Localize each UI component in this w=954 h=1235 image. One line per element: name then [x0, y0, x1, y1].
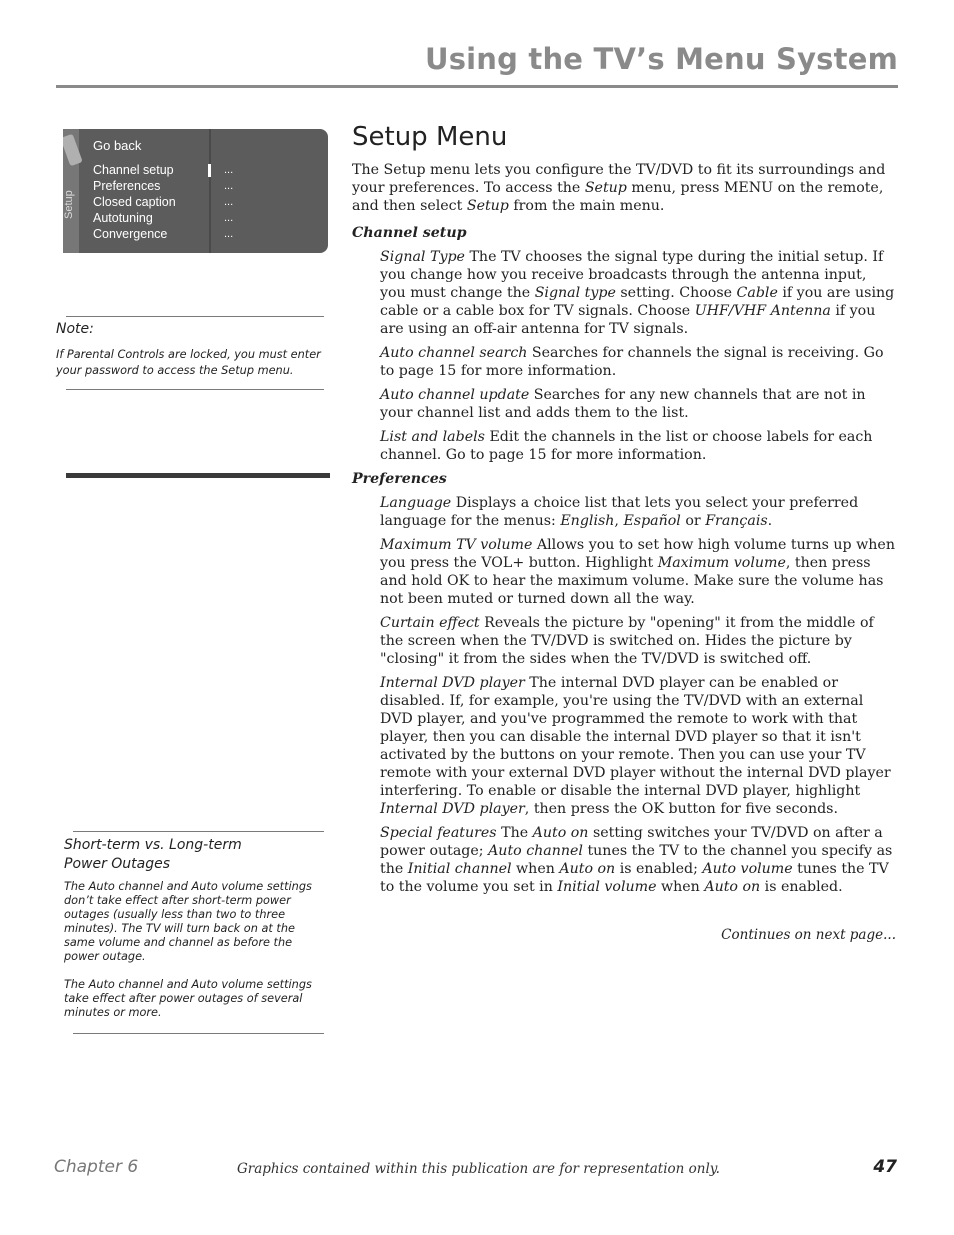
menu-item-dots: ...: [224, 212, 234, 224]
sidebar-paragraph-2: The Auto channel and Auto volume settings take effect after power outages of several minutes or more.: [64, 978, 312, 1019]
section-title: Setup Menu: [352, 122, 508, 152]
menu-item-label: Preferences: [93, 179, 161, 193]
language-entry: Language Displays a choice list that lets you select your preferred language for the menus: English, Español or Français.: [380, 495, 859, 529]
preferences-heading: Preferences: [352, 471, 447, 487]
setup-menu-graphic: [63, 129, 328, 253]
menu-item-autotuning: [93, 210, 325, 226]
sidebar-top-rule: [73, 831, 324, 832]
menu-side-label: Setup: [63, 190, 75, 219]
channel-setup-heading: Channel setup: [352, 225, 467, 241]
note-text: If Parental Controls are locked, you must enter your password to access the Setup menu.: [56, 348, 321, 377]
menu-item-label: Closed caption: [93, 195, 176, 209]
entry-term: Special features: [380, 825, 497, 841]
list-and-labels-entry: List and labels Edit the channels in the list or choose labels for each channel. Go to page 15 for more information.: [380, 429, 873, 463]
menu-item-dots: ...: [224, 196, 234, 208]
special-features-entry: Special features The Auto on setting switches your TV/DVD on after a power outage; Auto channel tunes the TV to the channel you specify as the Initial channel when Auto on is enabled; Auto volume tunes the TV to the volume you set in Initial volume when Auto on is enabled.: [380, 825, 893, 895]
sidebar-bottom-rule: [73, 1033, 324, 1034]
menu-item-convergence: [93, 226, 325, 242]
note-bottom-rule: [66, 389, 324, 390]
continues-note: Continues on next page...: [721, 927, 896, 943]
sidebar-heading-line2: Power Outages: [64, 856, 171, 872]
page-number: 47: [873, 1157, 897, 1177]
entry-term: Signal Type: [380, 249, 465, 265]
sidebar-paragraph-1: The Auto channel and Auto volume settings don’t take effect after short-term power outages (usually less than two to three minutes). The TV will turn back on at the same volume and channel as before the power outage.: [64, 880, 312, 963]
menu-item-label: Channel setup: [93, 163, 174, 177]
menu-item-label: Convergence: [93, 227, 168, 241]
auto-channel-search-entry: Auto channel search Searches for channels the signal is receiving. Go to page 15 for more information.: [380, 345, 884, 379]
entry-term: Auto channel search: [380, 345, 528, 361]
entry-term: Maximum TV volume: [380, 537, 533, 553]
menu-item-channel-setup: [93, 162, 325, 178]
menu-item-dots: ...: [224, 228, 234, 240]
sidebar-heading: [64, 836, 242, 874]
page-header-title: Using the TV’s Menu System: [424, 42, 898, 76]
entry-term: Internal DVD player: [380, 675, 525, 691]
menu-item-closed-caption: [93, 194, 325, 210]
menu-item-dots: ...: [224, 180, 234, 192]
maximum-tv-volume-entry: Maximum TV volume Allows you to set how high volume turns up when you press the VOL+ button. Highlight Maximum volume, then press and hold OK to hear the maximum volume. Make sure the volume has not been muted or turned down all the way.: [380, 537, 895, 607]
signal-type-entry: Signal Type The TV chooses the signal type during the initial setup. If you change how you receive broadcasts through the antenna input, you must change the Signal type setting. Choose Cable if you are using cable or a cable box for TV signals. Choose UHF/VHF Antenna if you are using an off-air antenna for TV signals.: [380, 249, 895, 337]
note-top-rule: [66, 316, 324, 317]
entry-term: Language: [380, 495, 452, 511]
internal-dvd-player-entry: Internal DVD player The internal DVD player can be enabled or disabled. If, for example, you're using the TV/DVD with an external DVD player, and you've programmed the remote to work with that player, then you can disable the internal DVD player so that it isn't activated by the buttons on your remote. Then you can use your TV remote with your external DVD player without the internal DVD player interfering. To enable or disable the internal DVD player, highlight Internal DVD player, then press the OK button for five seconds.: [380, 675, 891, 817]
main-body: [352, 161, 896, 950]
curtain-effect-entry: Curtain effect Reveals the picture by "opening" it from the middle of the screen when the TV/DVD is switched on. Hides the picture by "closing" it from the sides when the TV/DVD is switched off.: [380, 615, 874, 667]
sidebar-heading-line1: Short-term vs. Long-term: [64, 837, 242, 853]
intro-paragraph: The Setup menu lets you configure the TV/DVD to fit its surroundings and your preferences. To access the Setup menu, press MENU on the remote, and then select Setup from the main menu.: [352, 162, 886, 214]
menu-item-preferences: [93, 178, 325, 194]
entry-term: Auto channel update: [380, 387, 530, 403]
footer-chapter: Chapter 6: [54, 1157, 139, 1177]
entry-term: Curtain effect: [380, 615, 480, 631]
entry-term: List and labels: [380, 429, 485, 445]
header-rule: [56, 85, 898, 88]
note-heading: Note:: [56, 321, 94, 337]
menu-item-dots: ...: [224, 164, 234, 176]
auto-channel-update-entry: Auto channel update Searches for any new channels that are not in your channel list and adds them to the list.: [380, 387, 866, 421]
sidebar-divider-bar: [66, 473, 330, 478]
menu-item-list: [93, 162, 325, 242]
menu-cursor: [208, 164, 211, 177]
menu-item-label: Autotuning: [93, 211, 153, 225]
menu-go-back: Go back: [93, 138, 142, 153]
footer-disclaimer: Graphics contained within this publication are for representation only.: [237, 1161, 720, 1177]
